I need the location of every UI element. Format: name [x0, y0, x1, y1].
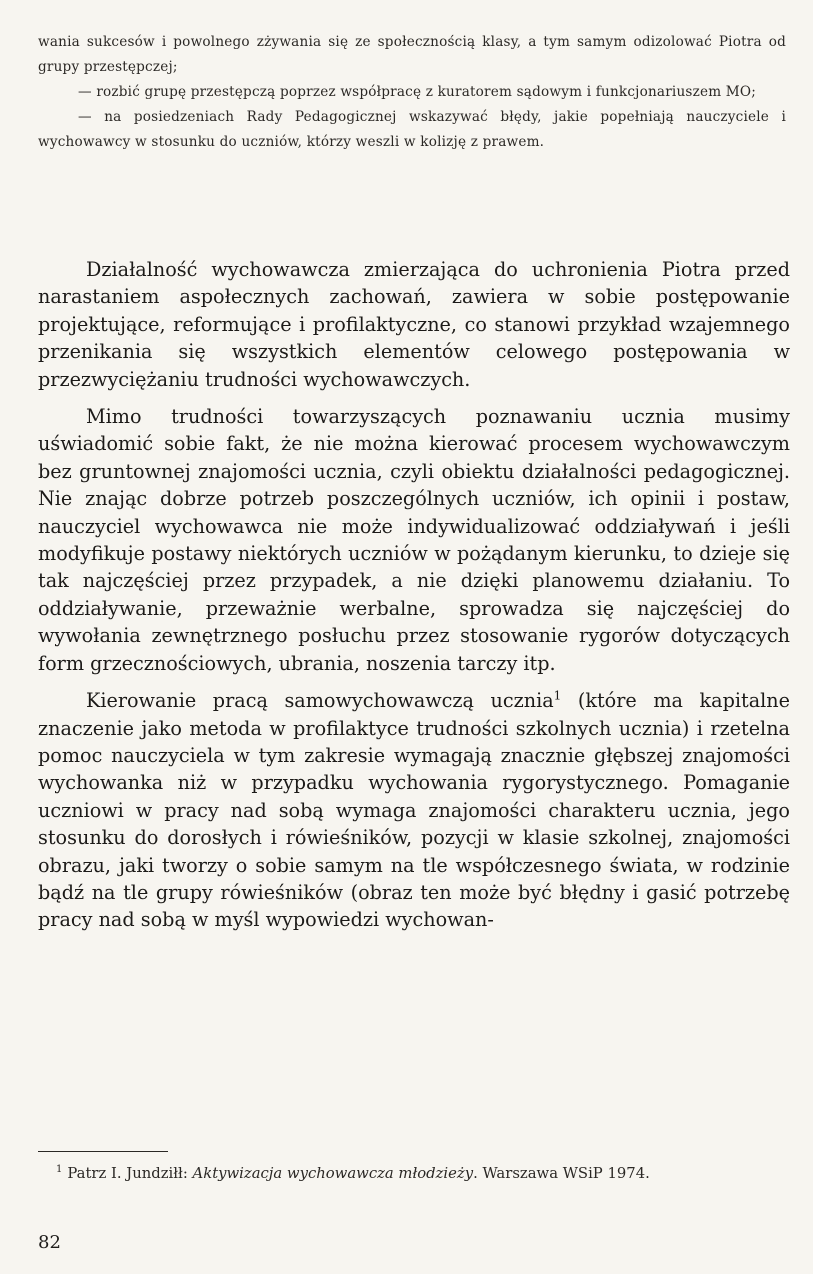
paragraph-3-rest: (które ma kapitalne znaczenie jako metoda w profilaktyce trudności szkolnych ucznia) i rzetelna pomoc nauczyciela w tym zakresie wymagają znacznie głębszej znajomości wychowanka niż w przypadku wychowania rygorystycznego. Pomaganie uczniowi w pracy nad sobą wymaga znajomości charakteru ucznia, jego stosunku do dorosłych i rówieśników, pozycji w klasie szkolnej, znajomości obrazu, jaki tworzy o sobie samym na tle współczesnego świata, w rodzinie bądź na tle grupy rówieśników (obraz ten może być błędny i gasić potrzebę pracy nad sobą w myśl wypowiedzi wychowan- — [38, 689, 790, 932]
footnote — [38, 1162, 790, 1185]
footnote-reference: 1 — [553, 688, 562, 703]
top-list — [38, 30, 786, 155]
page-number: 82 — [38, 1232, 61, 1253]
list-item: — na posiedzeniach Rady Pedagogicznej wskazywać błędy, jakie popełniają nauczyciele i wychowawcy w stosunku do uczniów, którzy weszli w kolizję z prawem. — [38, 109, 786, 150]
footnote-suffix: . Warszawa WSiP 1974. — [473, 1165, 650, 1182]
paragraph-1: Działalność wychowawcza zmierzająca do uchronienia Piotra przed narastaniem aspołecznych zachowań, zawiera w sobie postępowanie projektujące, reformujące i profilaktyczne, co stanowi przykład wzajemnego przenikania się wszystkich elementów celowego postępowania w przezwyciężaniu trudności wychowawczych. — [38, 258, 790, 391]
footnote-prefix: Patrz I. Jundziłł: — [67, 1165, 193, 1182]
paragraph-2: Mimo trudności towarzyszących poznawaniu ucznia musimy uświadomić sobie fakt, że nie można kierować procesem wychowawczym bez gruntownej znajomości ucznia, czyli obiektu działalności pedagogicznej. Nie znając dobrze potrzeb poszczególnych uczniów, ich opinii i postaw, nauczyciel wychowawca nie może indywidualizować oddziaływań i jeśli modyfikuje postawy niektórych uczniów w pożądanym kierunku, to dzieje się tak najczęściej przez przypadek, a nie dzięki planowemu działaniu. To oddziaływanie, przeważnie werbalne, sprowadza się najczęściej do wywołania zewnętrznego posłuchu przez stosowanie rygorów dotyczących form grzecznościowych, ubrania, noszenia tarczy itp. — [38, 405, 790, 675]
footnote-mark: 1 — [56, 1164, 63, 1176]
list-item: — rozbić grupę przestępczą poprzez współpracę z kuratorem sądowym i funkcjonariuszem MO; — [78, 84, 757, 100]
footnote-divider — [38, 1151, 168, 1152]
paragraph-3 — [38, 687, 790, 934]
footnote-title: Aktywizacja wychowawcza młodzieży — [192, 1165, 474, 1182]
paragraph-3-start: Kierowanie pracą samowychowawczą ucznia — [86, 689, 554, 713]
list-item-continuation: wania sukcesów i powolnego zżywania się ze społecznością klasy, a tym samym odizolować Piotra od grupy przestępczej; — [38, 34, 786, 75]
body-text — [38, 256, 790, 934]
